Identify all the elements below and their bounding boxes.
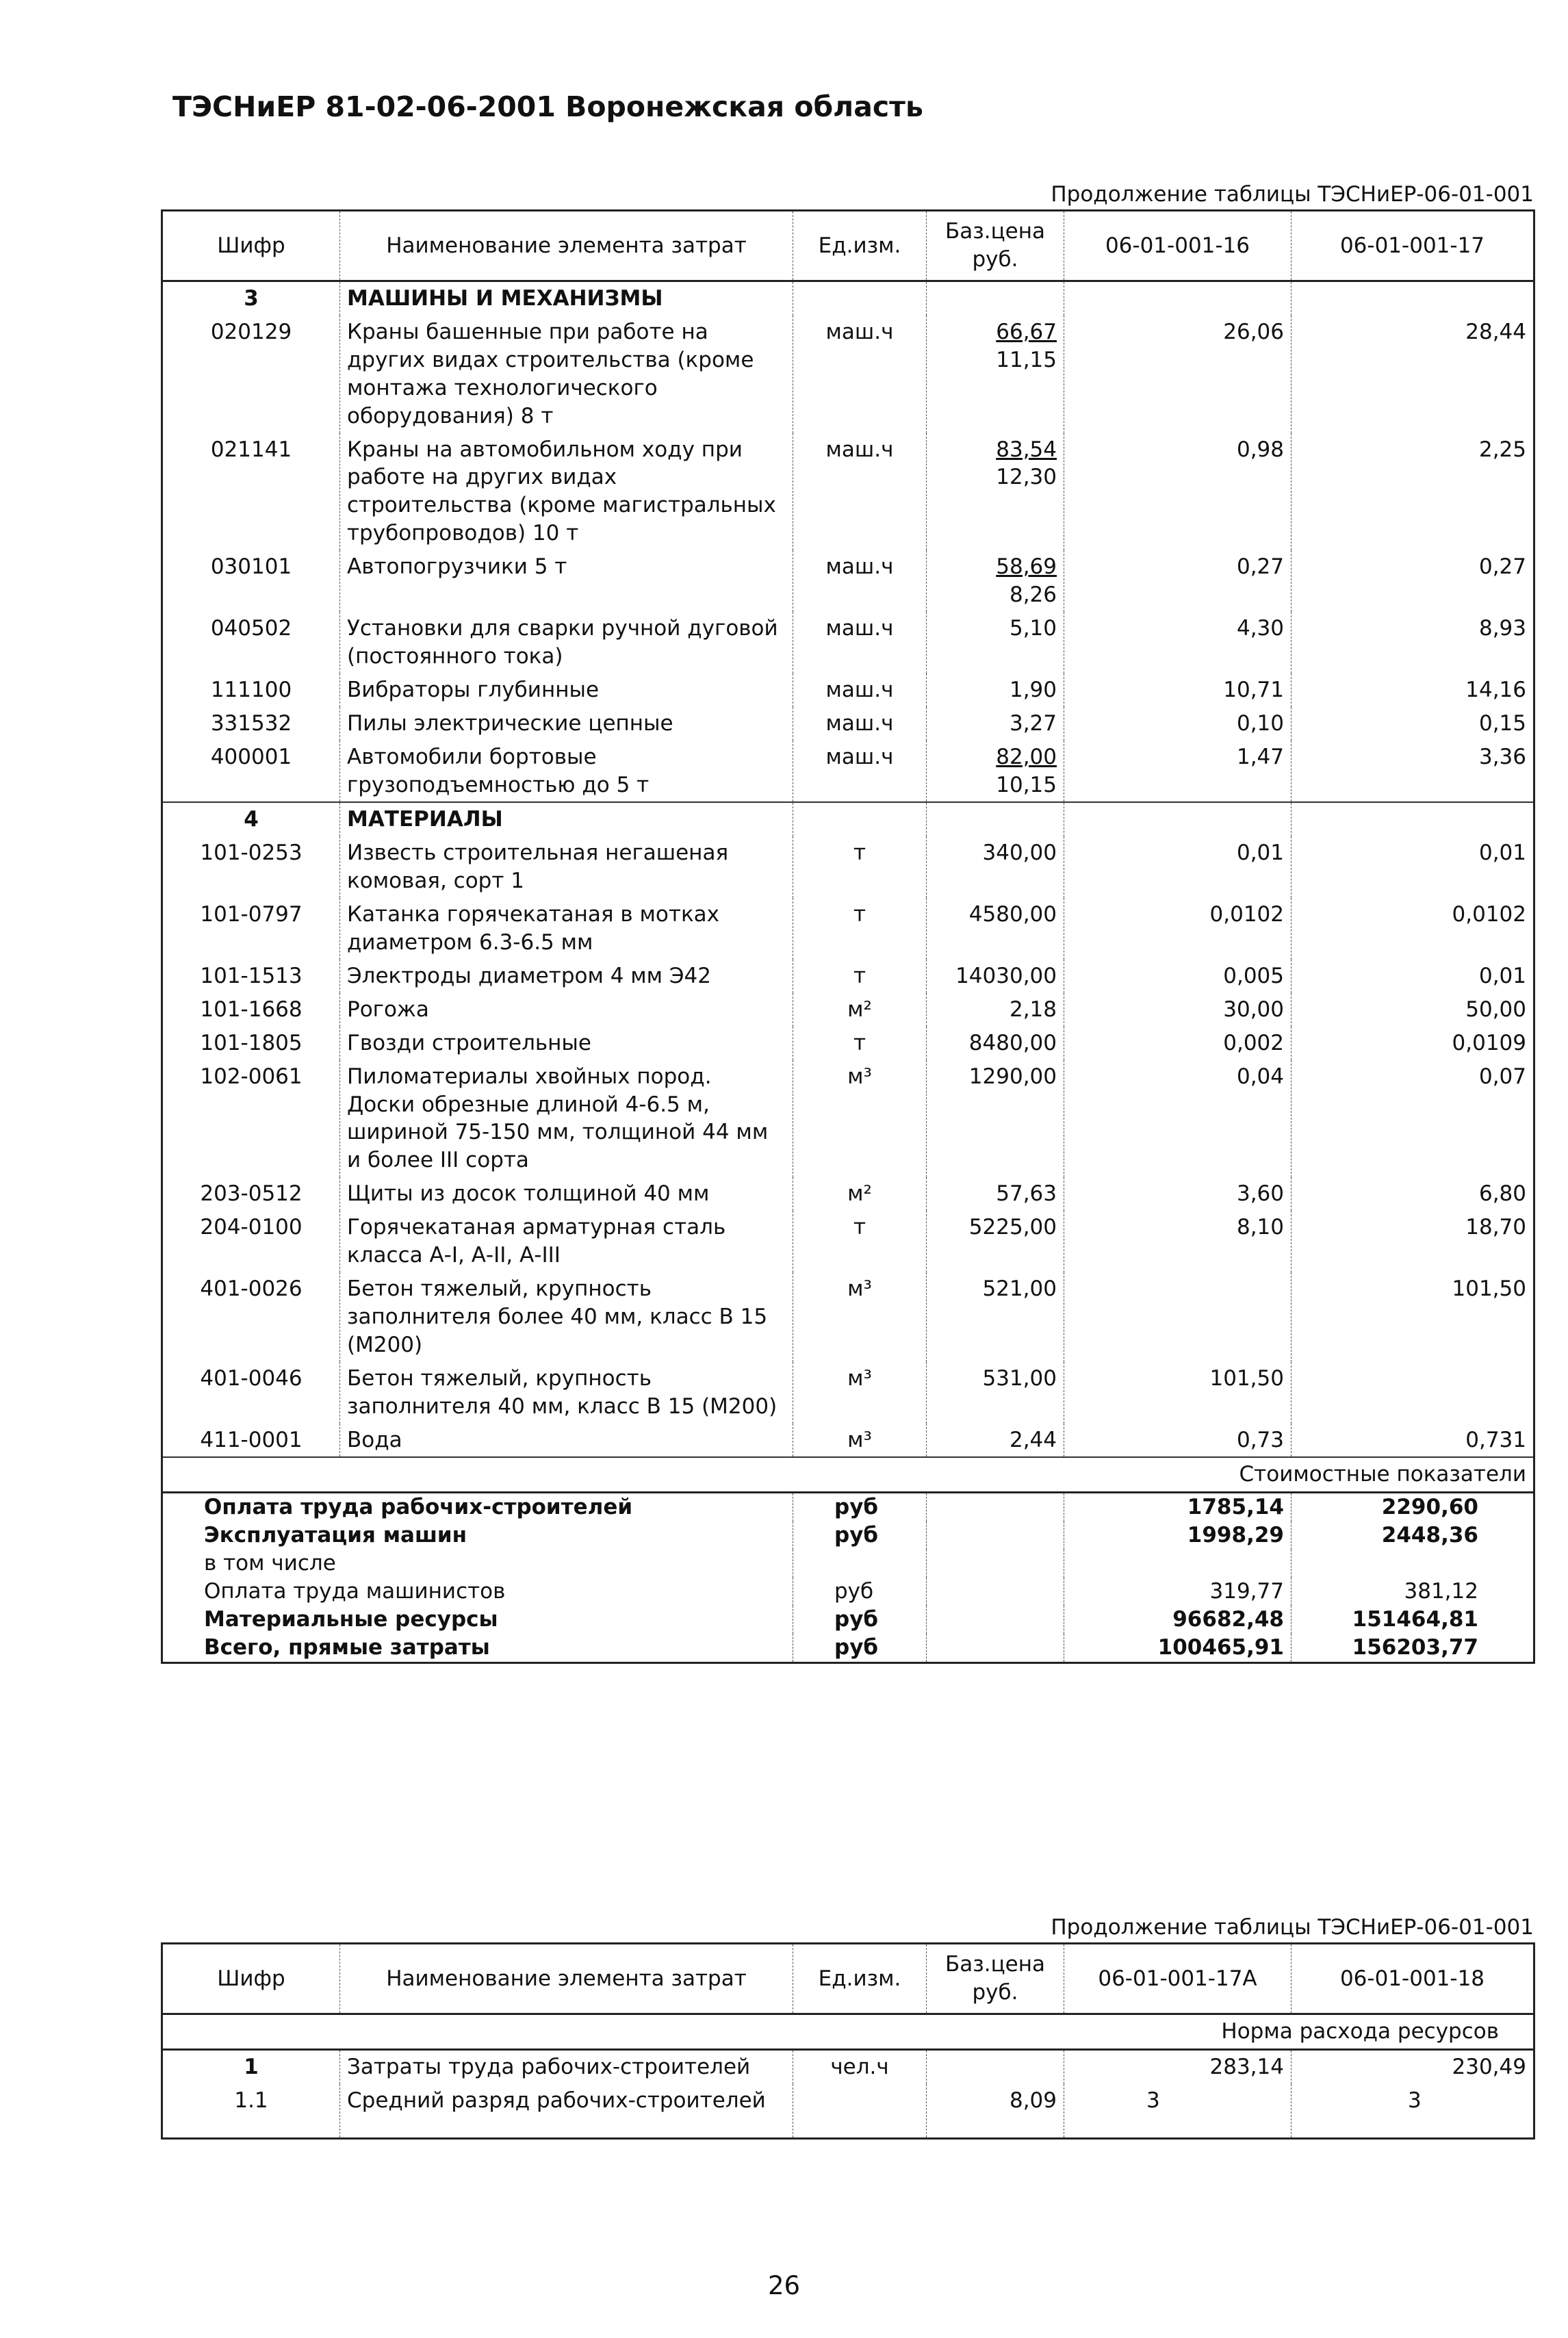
resource-unit <box>793 2084 927 2139</box>
base-price-value: 3,27 <box>1009 710 1057 736</box>
table1-header-row <box>162 211 1534 281</box>
base-price <box>927 673 1064 707</box>
value-col-2: 3 <box>1408 2088 1422 2113</box>
resource-code: 1.1 <box>162 2084 340 2139</box>
base-price <box>927 1362 1064 1424</box>
value-col-2: 0,15 <box>1478 710 1526 736</box>
base-price-value: 2,44 <box>1009 1427 1057 1452</box>
cost-row <box>162 1550 1534 1578</box>
empty-cell <box>1291 281 1534 316</box>
section-number: 3 <box>162 281 340 316</box>
resource-code: 021141 <box>162 433 340 551</box>
header-col-1: 06-01-001-17А <box>1064 1944 1291 2014</box>
value-col-1: 0,73 <box>1064 1424 1291 1458</box>
cost-value-col-1: 100465,91 <box>1064 1634 1291 1662</box>
empty-cell <box>927 1606 1064 1634</box>
resource-unit: маш.ч <box>793 673 927 707</box>
cost-value-col-2: 151464,81 <box>1352 1606 1478 1632</box>
resource-unit: м² <box>793 993 927 1027</box>
table-row <box>162 433 1534 551</box>
base-price <box>927 1424 1064 1458</box>
table-row <box>162 993 1534 1027</box>
empty-cell <box>1064 281 1291 316</box>
table-row <box>162 612 1534 673</box>
resource-name: Краны башенные при работе на других видах строительства (кроме монтажа технологического оборудования) 8 т <box>340 316 793 433</box>
value-col-2: 28,44 <box>1465 319 1526 344</box>
table-row <box>162 898 1534 960</box>
header-price: Баз.цена руб. <box>927 211 1064 281</box>
value-col-1: 0,0102 <box>1064 898 1291 960</box>
resource-code: 101-0797 <box>162 898 340 960</box>
empty-cell <box>793 281 927 316</box>
empty-cell <box>927 281 1064 316</box>
resource-name: Электроды диаметром 4 мм Э42 <box>340 960 793 993</box>
header-name: Наименование элемента затрат <box>340 1944 793 2014</box>
table-row <box>162 2049 1534 2083</box>
base-price-labor-value: 12,30 <box>996 465 1057 490</box>
cost-value-col-1: 1785,14 <box>1064 1493 1291 1521</box>
section-title: МАШИНЫ И МЕХАНИЗМЫ <box>340 281 793 316</box>
base-price <box>927 2049 1064 2083</box>
value-col-1: 283,14 <box>1064 2049 1291 2083</box>
value-col-1: 8,10 <box>1064 1211 1291 1272</box>
base-price <box>927 993 1064 1027</box>
resource-unit: т <box>793 1027 927 1060</box>
cost-unit <box>793 1550 927 1578</box>
header-unit: Ед.изм. <box>793 211 927 281</box>
resource-table-1 <box>161 209 1535 1664</box>
resource-code: 101-0253 <box>162 836 340 898</box>
base-price <box>927 1060 1064 1178</box>
empty-cell <box>927 802 1064 836</box>
resource-code: 030101 <box>162 550 340 612</box>
section-header-row <box>162 281 1534 316</box>
value-col-1: 4,30 <box>1064 612 1291 673</box>
resource-name: Средний разряд рабочих-строителей <box>340 2084 793 2139</box>
cost-name: в том числе <box>162 1550 793 1578</box>
table-row <box>162 1027 1534 1060</box>
cost-name: Материальные ресурсы <box>162 1606 793 1634</box>
table-row <box>162 1177 1534 1211</box>
resource-name: Автомобили бортовые грузоподъемностью до 5 т <box>340 741 793 803</box>
base-price <box>927 612 1064 673</box>
base-price-value: 83,54 <box>996 437 1057 462</box>
resource-name: Вода <box>340 1424 793 1458</box>
empty-cell <box>927 1634 1064 1662</box>
table-row <box>162 316 1534 433</box>
table1-continuation-caption: Продолжение таблицы ТЭСНиЕР-06-01-001 <box>1051 182 1534 207</box>
base-price-value: 14030,00 <box>955 963 1057 988</box>
section-title: МАТЕРИАЛЫ <box>340 802 793 836</box>
header-unit: Ед.изм. <box>793 1944 927 2014</box>
value-col-1: 0,10 <box>1064 707 1291 741</box>
value-col-1: 0,27 <box>1064 550 1291 612</box>
header-price: Баз.цена руб. <box>927 1944 1064 2014</box>
resource-name: Рогожа <box>340 993 793 1027</box>
resource-code: 020129 <box>162 316 340 433</box>
value-col-1: 30,00 <box>1064 993 1291 1027</box>
cost-unit: руб <box>793 1606 927 1634</box>
resource-unit: чел.ч <box>793 2049 927 2083</box>
base-price-value: 2,18 <box>1009 997 1057 1022</box>
value-col-1: 101,50 <box>1064 1362 1291 1424</box>
resource-name: Затраты труда рабочих-строителей <box>340 2049 793 2083</box>
base-price-value: 5225,00 <box>968 1215 1057 1240</box>
value-col-1: 3 <box>1064 2084 1291 2139</box>
resource-name: Катанка горячекатаная в мотках диаметром 6.3-6.5 мм <box>340 898 793 960</box>
table-row <box>162 741 1534 803</box>
resource-code: 411-0001 <box>162 1424 340 1458</box>
empty-cell <box>927 1521 1064 1550</box>
resource-code: 401-0046 <box>162 1362 340 1424</box>
base-price-value: 1,90 <box>1009 677 1057 702</box>
resource-code: 400001 <box>162 741 340 803</box>
resource-unit: т <box>793 836 927 898</box>
base-price-value: 531,00 <box>982 1365 1057 1391</box>
table-row <box>162 1060 1534 1178</box>
base-price-value: 4580,00 <box>968 902 1057 927</box>
empty-cell <box>927 1578 1064 1606</box>
table-row <box>162 1362 1534 1424</box>
header-col-2: 06-01-001-18 <box>1291 1944 1534 2014</box>
document-title: ТЭСНиЕР 81-02-06-2001 Воронежская область <box>172 90 923 123</box>
value-col-1 <box>1064 1272 1291 1362</box>
base-price-value: 8480,00 <box>968 1030 1057 1055</box>
resource-unit: м³ <box>793 1060 927 1178</box>
resource-name: Бетон тяжелый, крупность заполнителя более 40 мм, класс В 15 (М200) <box>340 1272 793 1362</box>
resource-code: 401-0026 <box>162 1272 340 1362</box>
value-col-2: 14,16 <box>1465 677 1526 702</box>
cost-value-col-2 <box>1291 1550 1534 1578</box>
base-price <box>927 1027 1064 1060</box>
norm-header-row <box>162 2014 1534 2050</box>
table2-header-row <box>162 1944 1534 2014</box>
resource-code: 203-0512 <box>162 1177 340 1211</box>
base-price: 8,09 <box>927 2084 1064 2139</box>
table-row <box>162 1272 1534 1362</box>
resource-unit: м³ <box>793 1424 927 1458</box>
table2-continuation-caption: Продолжение таблицы ТЭСНиЕР-06-01-001 <box>1051 1915 1534 1940</box>
resource-unit: т <box>793 898 927 960</box>
base-price <box>927 898 1064 960</box>
cost-row <box>162 1578 1534 1606</box>
empty-cell <box>927 1493 1064 1521</box>
header-col-2: 06-01-001-17 <box>1291 211 1534 281</box>
resource-code: 101-1668 <box>162 993 340 1027</box>
value-col-1: 0,01 <box>1064 836 1291 898</box>
resource-unit: м³ <box>793 1272 927 1362</box>
resource-name: Известь строительная негашеная комовая, сорт 1 <box>340 836 793 898</box>
base-price <box>927 707 1064 741</box>
cost-header-row <box>162 1457 1534 1492</box>
header-name: Наименование элемента затрат <box>340 211 793 281</box>
resource-code: 1 <box>162 2049 340 2083</box>
value-col-1: 0,04 <box>1064 1060 1291 1178</box>
resource-unit: маш.ч <box>793 707 927 741</box>
resource-name: Бетон тяжелый, крупность заполнителя 40 мм, класс В 15 (М200) <box>340 1362 793 1424</box>
value-col-2: 50,00 <box>1465 997 1526 1022</box>
base-price-value: 57,63 <box>996 1181 1057 1207</box>
value-col-2: 101,50 <box>1452 1276 1526 1301</box>
cost-value-col-2: 156203,77 <box>1352 1634 1478 1660</box>
resource-unit: маш.ч <box>793 550 927 612</box>
base-price <box>927 836 1064 898</box>
cost-name: Всего, прямые затраты <box>162 1634 793 1662</box>
cost-name: Оплата труда рабочих-строителей <box>162 1493 793 1521</box>
value-col-2: 0,27 <box>1478 554 1526 580</box>
resource-code: 204-0100 <box>162 1211 340 1272</box>
cost-name: Оплата труда машинистов <box>162 1578 793 1606</box>
cost-row <box>162 1493 1534 1521</box>
value-col-2: 0,0109 <box>1452 1030 1526 1055</box>
resource-name: Краны на автомобильном ходу при работе на других видах строительства (кроме магистральных трубопроводов) 10 т <box>340 433 793 551</box>
value-col-2: 3,36 <box>1478 744 1526 769</box>
resource-code: 101-1805 <box>162 1027 340 1060</box>
resource-unit: маш.ч <box>793 741 927 803</box>
cost-value-col-1: 1998,29 <box>1064 1521 1291 1550</box>
header-col-1: 06-01-001-16 <box>1064 211 1291 281</box>
resource-code: 040502 <box>162 612 340 673</box>
empty-cell <box>927 1550 1064 1578</box>
table-row <box>162 673 1534 707</box>
base-price-value: 82,00 <box>996 744 1057 769</box>
table-row <box>162 1211 1534 1272</box>
cost-unit: руб <box>793 1634 927 1662</box>
table-row <box>162 2084 1534 2139</box>
value-col-1: 0,002 <box>1064 1027 1291 1060</box>
cost-value-col-2: 2448,36 <box>1381 1523 1478 1548</box>
base-price-value: 340,00 <box>982 840 1057 866</box>
resource-name: Горячекатаная арматурная сталь класса А-I, А-II, А-III <box>340 1211 793 1272</box>
value-col-2: 0,01 <box>1478 963 1526 988</box>
cost-value-col-2: 381,12 <box>1404 1579 1478 1604</box>
value-col-2: 2,25 <box>1478 437 1526 462</box>
base-price-value: 5,10 <box>1009 615 1057 641</box>
base-price-value: 521,00 <box>982 1276 1057 1301</box>
resource-unit: маш.ч <box>793 612 927 673</box>
resource-code: 331532 <box>162 707 340 741</box>
resource-name: Гвозди строительные <box>340 1027 793 1060</box>
value-col-2: 8,93 <box>1478 615 1526 641</box>
base-price-value: 66,67 <box>996 319 1057 344</box>
resource-name: Автопогрузчики 5 т <box>340 550 793 612</box>
base-price <box>927 316 1064 433</box>
resource-unit: т <box>793 960 927 993</box>
value-col-2: 230,49 <box>1452 2054 1526 2079</box>
table-row <box>162 1424 1534 1458</box>
page-number: 26 <box>767 2271 801 2300</box>
cost-row <box>162 1634 1534 1662</box>
resource-name: Вибраторы глубинные <box>340 673 793 707</box>
header-code: Шифр <box>162 1944 340 2014</box>
base-price-labor-value: 10,15 <box>996 772 1057 797</box>
value-col-1: 3,60 <box>1064 1177 1291 1211</box>
value-col-2: 0,731 <box>1465 1427 1526 1452</box>
resource-table-2 <box>161 1942 1535 2140</box>
value-col-2: 0,01 <box>1478 840 1526 866</box>
table-row <box>162 836 1534 898</box>
value-col-1: 1,47 <box>1064 741 1291 803</box>
value-col-2: 18,70 <box>1465 1215 1526 1240</box>
base-price-labor-value: 11,15 <box>996 347 1057 372</box>
value-col-1: 0,98 <box>1064 433 1291 551</box>
base-price <box>927 1177 1064 1211</box>
base-price <box>927 1211 1064 1272</box>
value-col-2: 6,80 <box>1478 1181 1526 1207</box>
norm-caption: Норма расхода ресурсов <box>162 2014 1534 2050</box>
resource-unit: м³ <box>793 1362 927 1424</box>
base-price-value: 1290,00 <box>968 1064 1057 1089</box>
resource-name: Пиломатериалы хвойных пород. Доски обрезные длиной 4-6.5 м, шириной 75-150 мм, толщиной 44 мм и более III сорта <box>340 1060 793 1178</box>
resource-name: Пилы электрические цепные <box>340 707 793 741</box>
value-col-1: 0,005 <box>1064 960 1291 993</box>
value-col-1: 26,06 <box>1064 316 1291 433</box>
base-price-value: 58,69 <box>996 554 1057 580</box>
cost-name: Эксплуатация машин <box>162 1521 793 1550</box>
table-row <box>162 707 1534 741</box>
cost-value-col-1: 319,77 <box>1064 1578 1291 1606</box>
table-row <box>162 550 1534 612</box>
cost-row <box>162 1521 1534 1550</box>
cost-unit: руб <box>793 1493 927 1521</box>
resource-name: Щиты из досок толщиной 40 мм <box>340 1177 793 1211</box>
header-code: Шифр <box>162 211 340 281</box>
resource-unit: маш.ч <box>793 433 927 551</box>
section-header-row <box>162 802 1534 836</box>
cost-value-col-1: 96682,48 <box>1064 1606 1291 1634</box>
value-col-2 <box>1291 1362 1534 1424</box>
cost-indicators-caption: Стоимостные показатели <box>162 1457 1534 1492</box>
resource-code: 111100 <box>162 673 340 707</box>
resource-unit: маш.ч <box>793 316 927 433</box>
base-price-labor-value: 8,26 <box>1009 582 1057 608</box>
value-col-2: 0,07 <box>1478 1064 1526 1089</box>
cost-unit: руб <box>793 1521 927 1550</box>
cost-value-col-1 <box>1064 1550 1291 1578</box>
cost-value-col-2: 2290,60 <box>1381 1495 1478 1520</box>
table-row <box>162 960 1534 993</box>
section-number: 4 <box>162 802 340 836</box>
resource-unit: т <box>793 1211 927 1272</box>
base-price <box>927 960 1064 993</box>
base-price <box>927 1272 1064 1362</box>
resource-unit: м² <box>793 1177 927 1211</box>
resource-name: Установки для сварки ручной дуговой (постоянного тока) <box>340 612 793 673</box>
empty-cell <box>793 802 927 836</box>
cost-row <box>162 1606 1534 1634</box>
cost-unit: руб <box>793 1578 927 1606</box>
base-price <box>927 741 1064 803</box>
resource-code: 102-0061 <box>162 1060 340 1178</box>
empty-cell <box>1291 802 1534 836</box>
base-price <box>927 433 1064 551</box>
resource-code: 101-1513 <box>162 960 340 993</box>
empty-cell <box>1064 802 1291 836</box>
value-col-1: 10,71 <box>1064 673 1291 707</box>
base-price <box>927 550 1064 612</box>
value-col-2: 0,0102 <box>1452 902 1526 927</box>
